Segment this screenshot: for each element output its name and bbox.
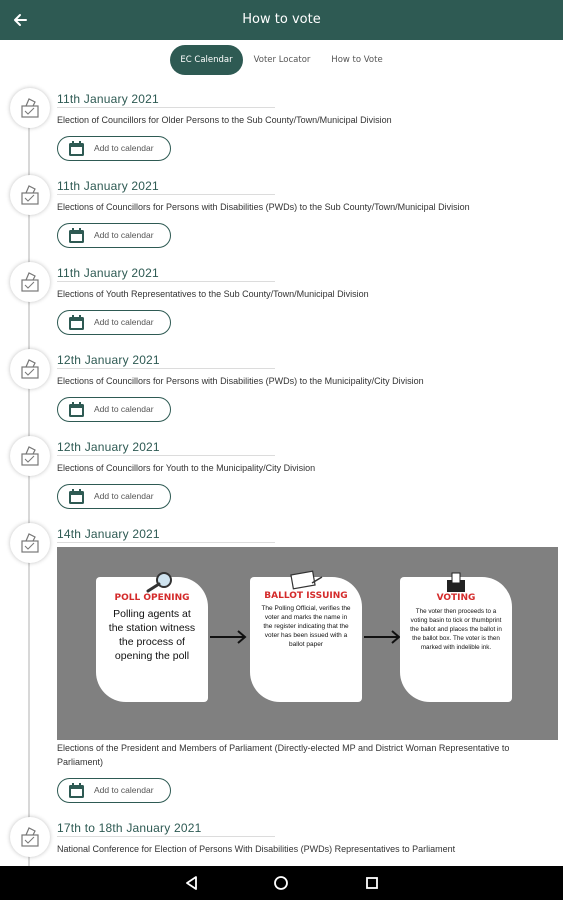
divider (57, 836, 275, 837)
nav-recents-icon[interactable] (363, 874, 381, 892)
calendar-icon (68, 783, 85, 799)
tab-voter-locator[interactable]: Voter Locator (253, 55, 311, 65)
divider (57, 281, 275, 282)
event-date: 11th January 2021 (57, 92, 159, 106)
calendar-icon (68, 141, 85, 157)
step-card-poll-opening (96, 577, 208, 702)
ballot-box-icon (10, 262, 50, 302)
calendar-icon (68, 315, 85, 331)
event-date: 12th January 2021 (57, 440, 160, 454)
magnifier-icon (145, 571, 175, 593)
add-to-calendar-label: Add to calendar (94, 491, 154, 501)
tab-bar (0, 45, 563, 75)
add-to-calendar-label: Add to calendar (94, 317, 154, 327)
add-to-calendar-button[interactable] (57, 484, 171, 509)
ballot-box-icon (444, 571, 468, 593)
nav-back-icon[interactable] (183, 874, 201, 892)
divider (57, 542, 275, 543)
tab-ec-calendar[interactable]: EC Calendar (170, 45, 243, 75)
calendar-icon (68, 228, 85, 244)
divider (57, 368, 275, 369)
step-card-voting (400, 577, 512, 702)
app-bar (0, 0, 563, 40)
event-description: Election of Councillors for Older Persons to the Sub County/Town/Municipal Division (57, 115, 392, 125)
system-navigation-bar (0, 866, 563, 900)
add-to-calendar-label: Add to calendar (94, 404, 154, 414)
event-date: 11th January 2021 (57, 179, 159, 193)
step-text: Polling agents at the station witness the process of opening the poll (108, 608, 196, 662)
add-to-calendar-label: Add to calendar (94, 143, 154, 153)
ballot-box-icon (10, 349, 50, 389)
event-description: Elections of Councillors for Persons with Disabilities (PWDs) to the Municipality/City Division (57, 376, 424, 386)
step-title: VOTING (436, 593, 476, 603)
event-date: 17th to 18th January 2021 (57, 821, 202, 835)
arrow-right-icon (208, 630, 250, 644)
event-description: National Conference for Election of Persons With Disabilities (PWDs) Representatives to Parliament (57, 844, 456, 854)
ballot-box-icon (10, 88, 50, 128)
arrow-right-icon (362, 630, 404, 644)
tab-how-to-vote[interactable]: How to Vote (331, 55, 383, 65)
event-date: 11th January 2021 (57, 266, 159, 280)
add-to-calendar-button[interactable] (57, 136, 171, 161)
event-description: Elections of Councillors for Youth to the Municipality/City Division (57, 463, 316, 473)
nav-home-icon[interactable] (272, 874, 290, 892)
step-title: BALLOT ISSUING (264, 591, 348, 601)
divider (57, 455, 275, 456)
ballot-paper-icon (288, 569, 326, 591)
page-title: How to vote (242, 12, 321, 27)
ballot-box-icon (10, 817, 50, 857)
event-description: Elections of Councillors for Persons with Disabilities (PWDs) to the Sub County/Town/Municipal Division (57, 202, 470, 212)
divider (57, 107, 275, 108)
step-card-ballot-issuing (250, 577, 362, 702)
ballot-box-icon (10, 523, 50, 563)
add-to-calendar-button[interactable] (57, 223, 171, 248)
event-date: 14th January 2021 (57, 527, 160, 541)
calendar-icon (68, 489, 85, 505)
ballot-box-icon (10, 175, 50, 215)
event-date: 12th January 2021 (57, 353, 160, 367)
divider (57, 194, 275, 195)
timeline-line (28, 110, 30, 870)
add-to-calendar-button[interactable] (57, 778, 171, 803)
step-text: The Polling Official, verifies the voter and marks the name in the register indicating that the voter has been issued with a ballot paper (261, 605, 351, 648)
event-description: Elections of Youth Representatives to the Sub County/Town/Municipal Division (57, 289, 369, 299)
add-to-calendar-label: Add to calendar (94, 785, 154, 795)
calendar-icon (68, 402, 85, 418)
step-text: The voter then proceeds to a voting basin to tick or thumbprint the ballot and places the ballot in the ballot box. The voter is then marked with indelible ink. (410, 608, 502, 651)
voting-process-infographic (57, 547, 558, 740)
ballot-box-icon (10, 436, 50, 476)
add-to-calendar-label: Add to calendar (94, 230, 154, 240)
add-to-calendar-button[interactable] (57, 310, 171, 335)
event-description: Elections of the President and Members of Parliament (Directly-elected MP and District Woman Representative to Parliament) (57, 743, 510, 767)
step-title: POLL OPENING (114, 593, 190, 603)
add-to-calendar-button[interactable] (57, 397, 171, 422)
